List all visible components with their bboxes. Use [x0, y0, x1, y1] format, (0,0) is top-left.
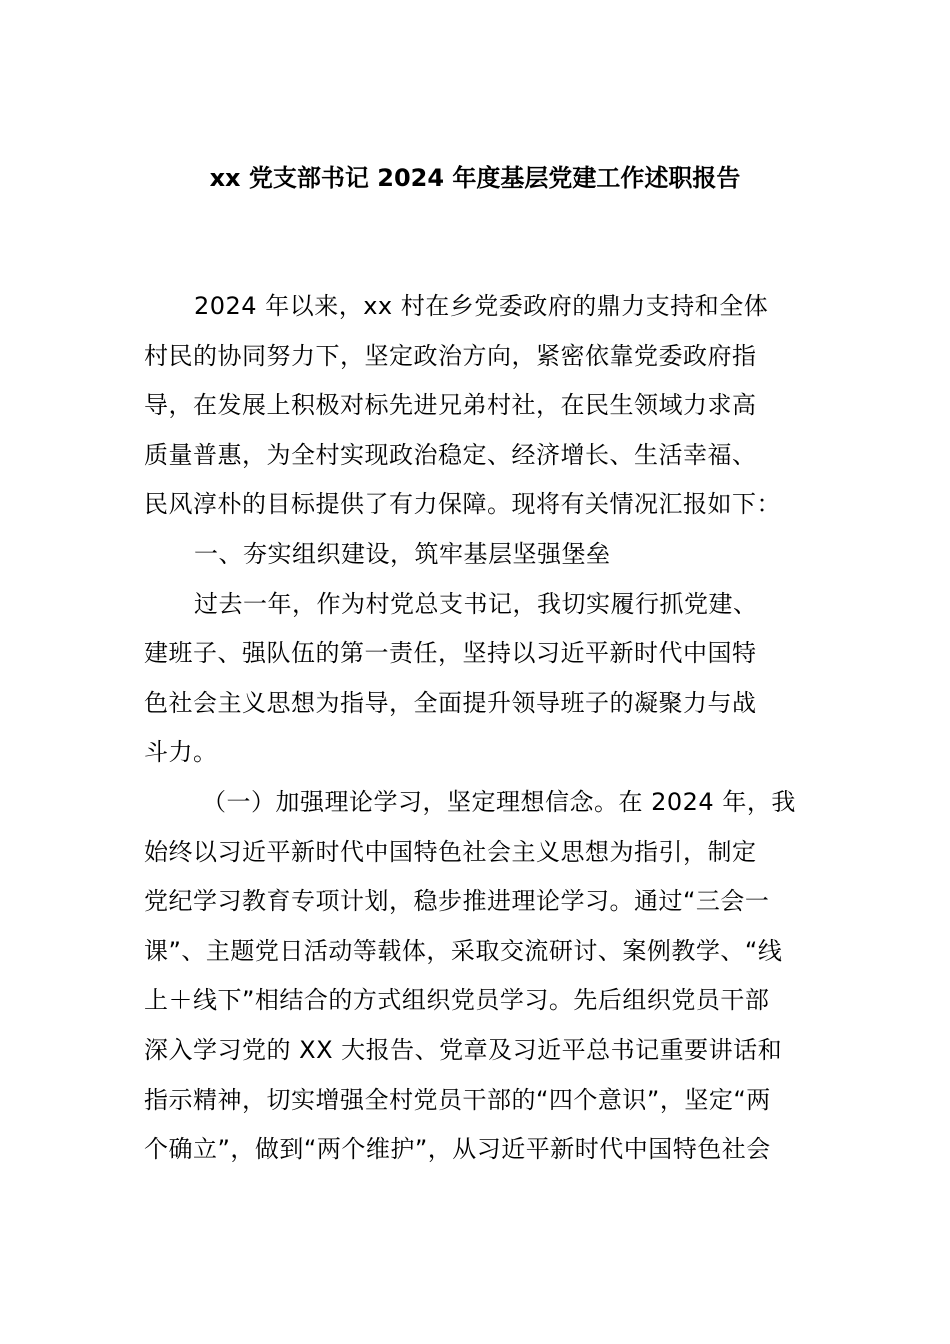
paragraph-line: 个确立”，做到“两个维护”，从习近平新时代中国特色社会 — [144, 1135, 771, 1164]
paragraph-line: 质量普惠，为全村实现政治稳定、经济增长、生活幸福、 — [144, 440, 757, 469]
document-title: xx 党支部书记 2024 年度基层党建工作述职报告 — [209, 164, 741, 192]
paragraph-line: 民风淳朴的目标提供了有力保障。现将有关情况汇报如下： — [144, 490, 781, 519]
paragraph-line: 色社会主义思想为指导，全面提升领导班子的凝聚力与战 — [144, 688, 757, 717]
paragraph-line: 建班子、强队伍的第一责任，坚持以习近平新时代中国特 — [144, 639, 757, 668]
paragraph-line: 村民的协同努力下，坚定政治方向，紧密依靠党委政府指 — [144, 341, 757, 370]
paragraph-line: 党纪学习教育专项计划，稳步推进理论学习。通过“三会一 — [144, 887, 770, 916]
section-heading: 一、夯实组织建设，筑牢基层坚强堡垒 — [194, 539, 611, 568]
paragraph-line: 深入学习党的 XX 大报告、党章及习近平总书记重要讲话和 — [144, 1035, 783, 1064]
document-body — [144, 282, 814, 1175]
paragraph-line: 上＋线下”相结合的方式组织党员学习。先后组织党员干部 — [144, 986, 770, 1015]
paragraph-line: 斗力。 — [144, 738, 218, 767]
subsection-line: （一）加强理论学习，坚定理想信念。在 2024 年，我 — [202, 787, 796, 816]
paragraph-line: 2024 年以来，xx 村在乡党委政府的鼎力支持和全体 — [194, 292, 769, 320]
paragraph-line: 课”、主题党日活动等载体，采取交流研讨、案例教学、“线 — [144, 936, 783, 965]
paragraph-line: 过去一年，作为村党总支书记，我切实履行抓党建、 — [194, 589, 758, 618]
paragraph-line: 导，在发展上积极对标先进兄弟村社，在民生领域力求高 — [144, 391, 757, 420]
paragraph-line: 始终以习近平新时代中国特色社会主义思想为指引，制定 — [144, 837, 757, 866]
paragraph-line: 指示精神，切实增强全村党员干部的“四个意识”，坚定“两 — [144, 1085, 771, 1114]
